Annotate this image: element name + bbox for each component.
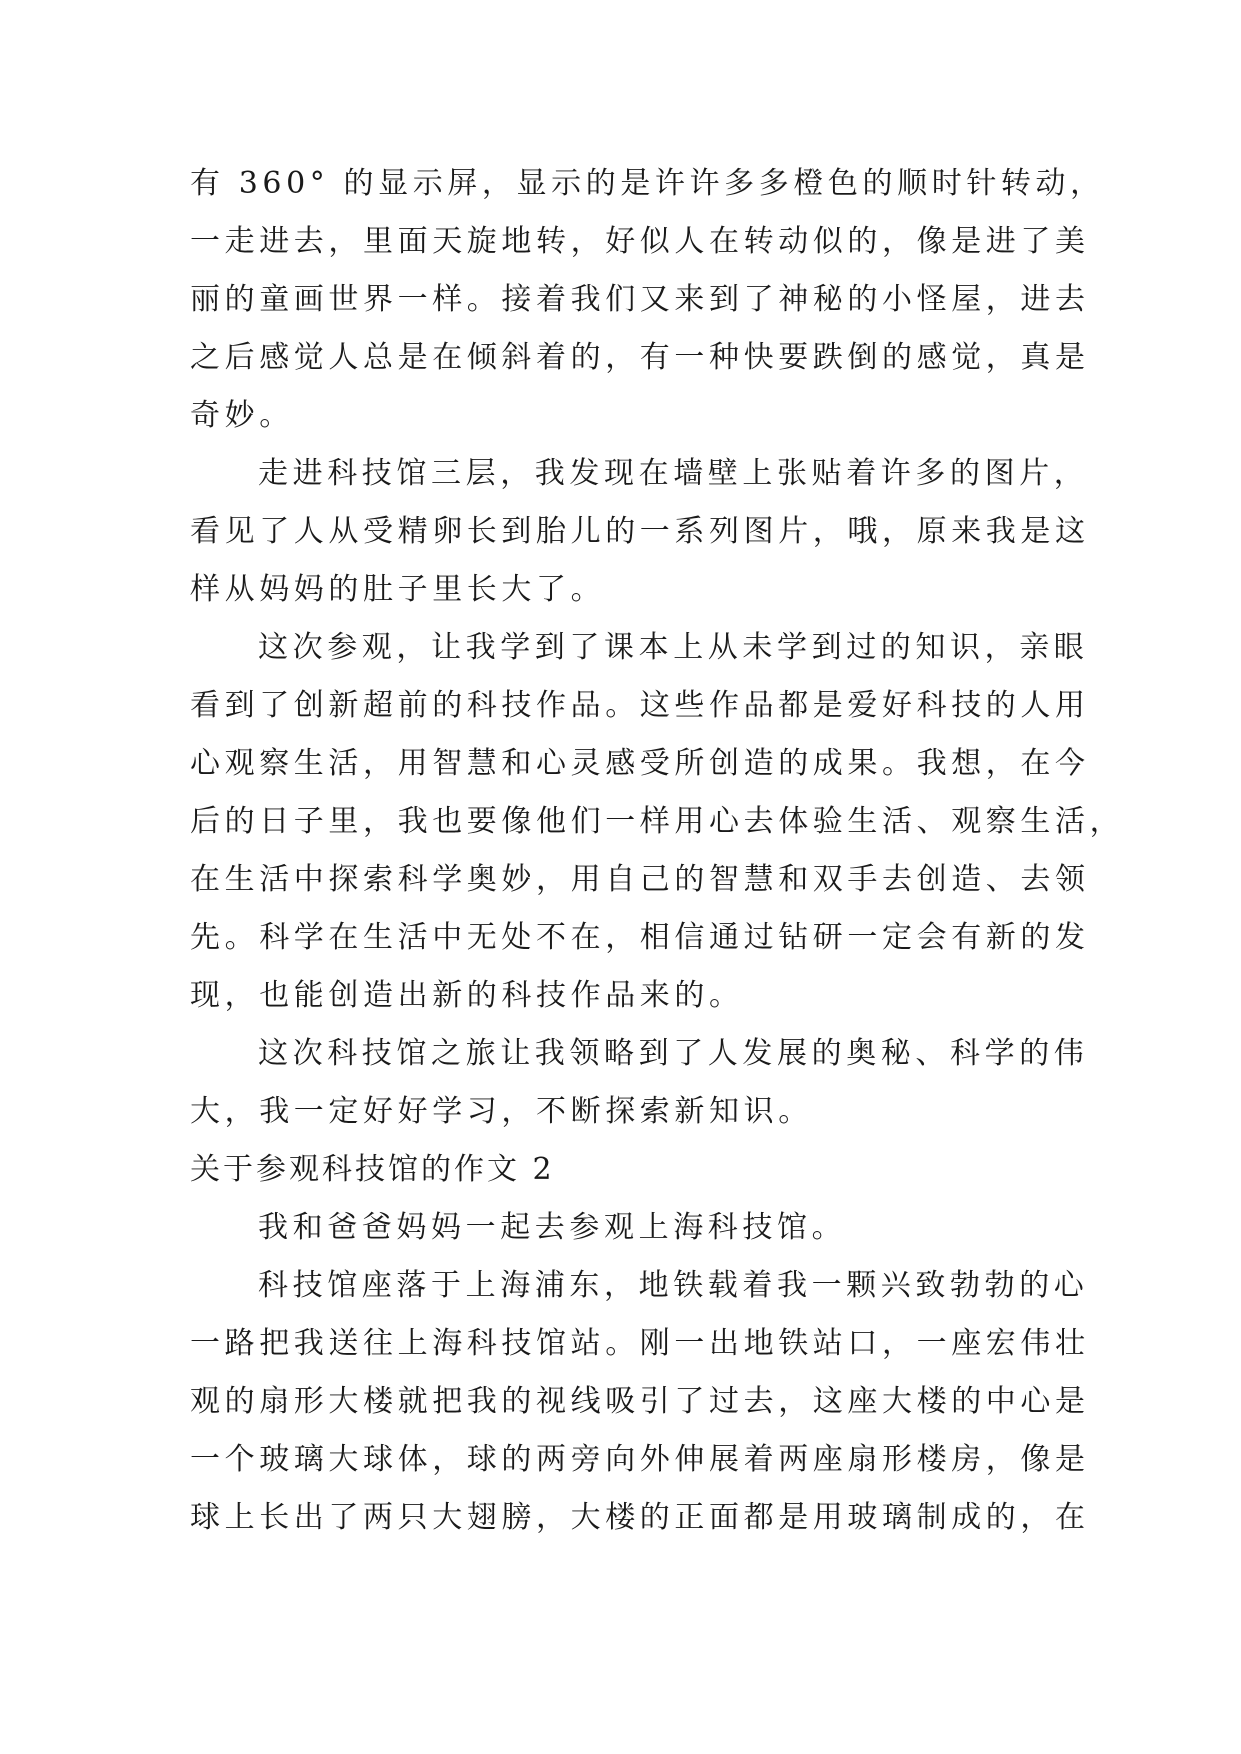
text-line: 奇妙。	[190, 398, 294, 433]
text-line: 后的日子里，我也要像他们一样用心去体验生活、观察生活，	[190, 804, 1125, 839]
paragraph-start-line: 这次科技馆之旅让我领略到了人发展的奥秘、科学的伟	[258, 1036, 1089, 1071]
text-line: 看到了创新超前的科技作品。这些作品都是爱好科技的人用	[190, 688, 1090, 723]
paragraph-start-line: 科技馆座落于上海浦东，地铁载着我一颗兴致勃勃的心	[258, 1268, 1089, 1303]
text-line: 现，也能创造出新的科技作品来的。	[190, 978, 744, 1013]
paragraph-start-line: 走进科技馆三层，我发现在墙壁上张贴着许多的图片，	[258, 456, 1089, 491]
text-line: 之后感觉人总是在倾斜着的，有一种快要跌倒的感觉，真是	[190, 340, 1090, 375]
text-line: 一个玻璃大球体，球的两旁向外伸展着两座扇形楼房，像是	[190, 1442, 1090, 1477]
paragraph-start-line: 这次参观，让我学到了课本上从未学到过的知识，亲眼	[258, 630, 1089, 665]
document-body	[190, 155, 1125, 1547]
text-line: 一路把我送往上海科技馆站。刚一出地铁站口，一座宏伟壮	[190, 1326, 1090, 1361]
text-line: 先。科学在生活中无处不在，相信通过钻研一定会有新的发	[190, 920, 1090, 955]
text-line: 样从妈妈的肚子里长大了。	[190, 572, 606, 607]
text-line: 一走进去，里面天旋地转，好似人在转动似的，像是进了美	[190, 224, 1090, 259]
paragraph-start-line: 我和爸爸妈妈一起去参观上海科技馆。	[258, 1210, 847, 1245]
text-line: 丽的童画世界一样。接着我们又来到了神秘的小怪屋，进去	[190, 282, 1090, 317]
text-line: 大，我一定好好学习，不断探索新知识。	[190, 1094, 813, 1129]
text-line: 球上长出了两只大翅膀，大楼的正面都是用玻璃制成的，在	[190, 1500, 1090, 1535]
text-line: 有 360° 的显示屏，显示的是许许多多橙色的顺时针转动，	[190, 166, 1105, 201]
text-line: 在生活中探索科学奥妙，用自己的智慧和双手去创造、去领	[190, 862, 1090, 897]
text-line: 观的扇形大楼就把我的视线吸引了过去，这座大楼的中心是	[190, 1384, 1090, 1419]
text-line: 心观察生活，用智慧和心灵感受所创造的成果。我想，在今	[190, 746, 1090, 781]
text-line: 看见了人从受精卵长到胎儿的一系列图片，哦，原来我是这	[190, 514, 1090, 549]
section-heading: 关于参观科技馆的作文 2	[190, 1152, 555, 1187]
